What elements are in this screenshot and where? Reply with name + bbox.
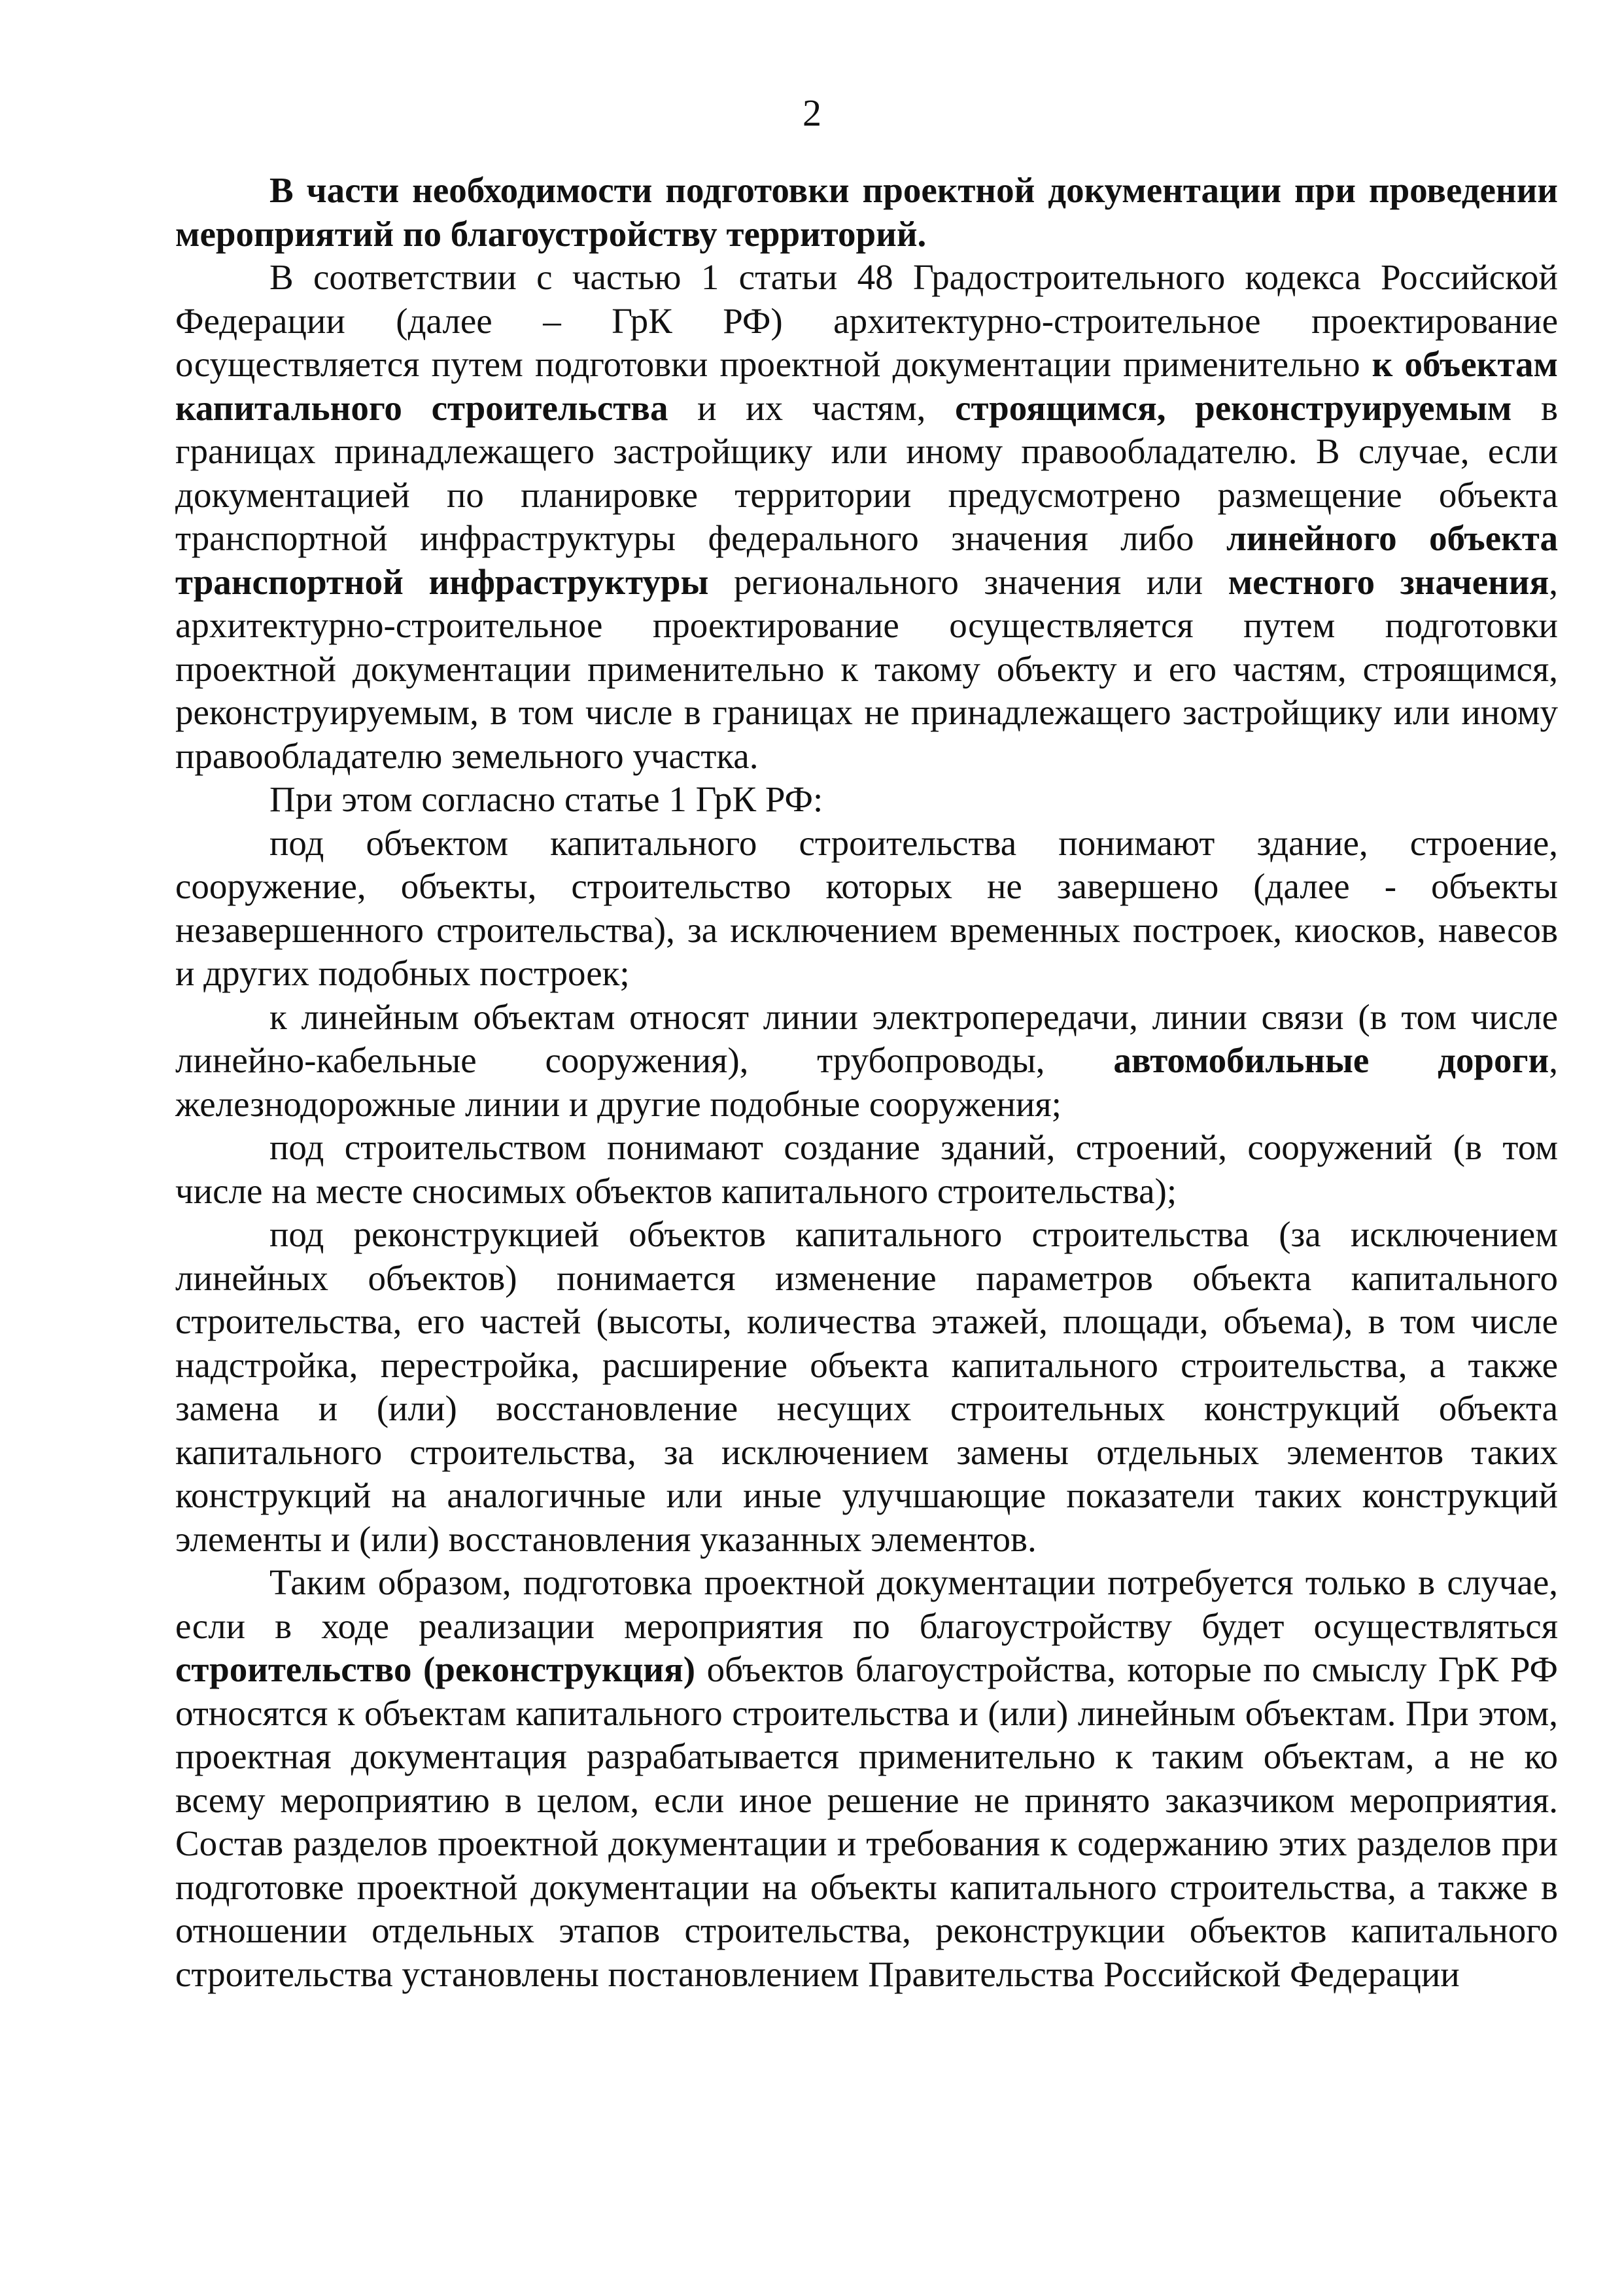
text-run: Таким образом, подготовка проектной документации потребуется только в случае, если в ходе реализации мероприятия по благоустройству будет осуществляться xyxy=(175,1562,1558,1646)
emphasis-capital-construction-objects: к объектам капитального строительства xyxy=(175,344,1558,428)
paragraph-grk-article-1-intro: При этом согласно статье 1 ГрК РФ: xyxy=(269,779,823,819)
paragraph-definition-capital-construction: под объектом капитального строительства понимают здание, строение, сооружение, объекты, строительство которых не завершено (далее - объекты незавершенного строительства), за исключением временных построек, киосков, навесов и других подобных построек; xyxy=(175,822,1558,993)
page-number: 2 xyxy=(803,92,821,134)
emphasis-roads: автомобильные дороги xyxy=(1113,1040,1549,1080)
text-run: к линейным объектам относят линии электропередачи, линии связи (в том числе линейно-кабельные сооружения), трубопроводы, xyxy=(175,996,1558,1080)
section-heading: В части необходимости подготовки проектной документации при проведении мероприятий по благоустройству территорий. xyxy=(175,170,1558,254)
text-run: объектов благоустройства, которые по смыслу ГрК РФ относятся к объектам капитального строительства и (или) линейным объектам. При этом, проектная документация разрабатывается применительно к таким объектам, а не ко всему мероприятию в целом, если иное решение не принято заказчиком мероприятия. Состав разделов проектной документации и требования к содержанию этих разделов при подготовке проектной документации на объекты капитального строительства, а также в отношении отдельных этапов строительства, реконструкции объектов капитального строительства установлены постановлением Правительства Российской Федерации xyxy=(175,1649,1558,1994)
emphasis-under-construction: строящимся, реконструируемым xyxy=(955,387,1512,428)
text-run: и их частям, xyxy=(668,387,956,428)
text-run: В соответствии с частью 1 статьи 48 Градостроительного кодекса Российской Федерации (далее – ГрК РФ) архитектурно-строительное проектирование осуществляется путем подготовки проектной документации применительно xyxy=(175,257,1558,384)
text-run: регионального значения или xyxy=(708,561,1228,602)
emphasis-local-significance: местного значения xyxy=(1228,561,1549,602)
paragraph-definition-reconstruction: под реконструкцией объектов капитального строительства (за исключением линейных объектов) понимается изменение параметров объекта капитального строительства, его частей (высоты, количества этажей, площади, объема), в том числе надстройка, перестройка, расширение объекта капитального строительства, а также замена и (или) восстановление несущих строительных конструкций объекта капитального строительства, за исключением замены отдельных элементов таких конструкций на аналогичные или иные улучшающие показатели таких конструкций элементы и (или) восстановления указанных элементов. xyxy=(175,1214,1558,1559)
paragraph-definition-linear-objects xyxy=(175,996,1558,1127)
emphasis-construction-reconstruction: строительство (реконструкция) xyxy=(175,1649,696,1689)
paragraph-definition-construction: под строительством понимают создание зданий, строений, сооружений (в том числе на месте сносимых объектов капитального строительства); xyxy=(175,1127,1558,1211)
document-body xyxy=(175,169,1558,1996)
paragraph-conclusion xyxy=(175,1561,1558,1996)
emphasis-linear-transport-object: линейного объекта транспортной инфраструктуры xyxy=(175,518,1558,602)
paragraph-grk-article-48 xyxy=(175,256,1558,778)
text-run: в границах принадлежащего застройщику или иному правообладателю. В случае, если документацией по планировке территории предусмотрено размещение объекта транспортной инфраструктуры федерального значения либо xyxy=(175,387,1558,558)
text-run: , железнодорожные линии и другие подобные сооружения; xyxy=(175,1040,1558,1124)
text-run: , архитектурно-строительное проектирование осуществляется путем подготовки проектной документации применительно к такому объекту и его частям, строящимся, реконструируемым, в том числе в границах не принадлежащего застройщику или иному правообладателю земельного участка. xyxy=(175,561,1558,776)
